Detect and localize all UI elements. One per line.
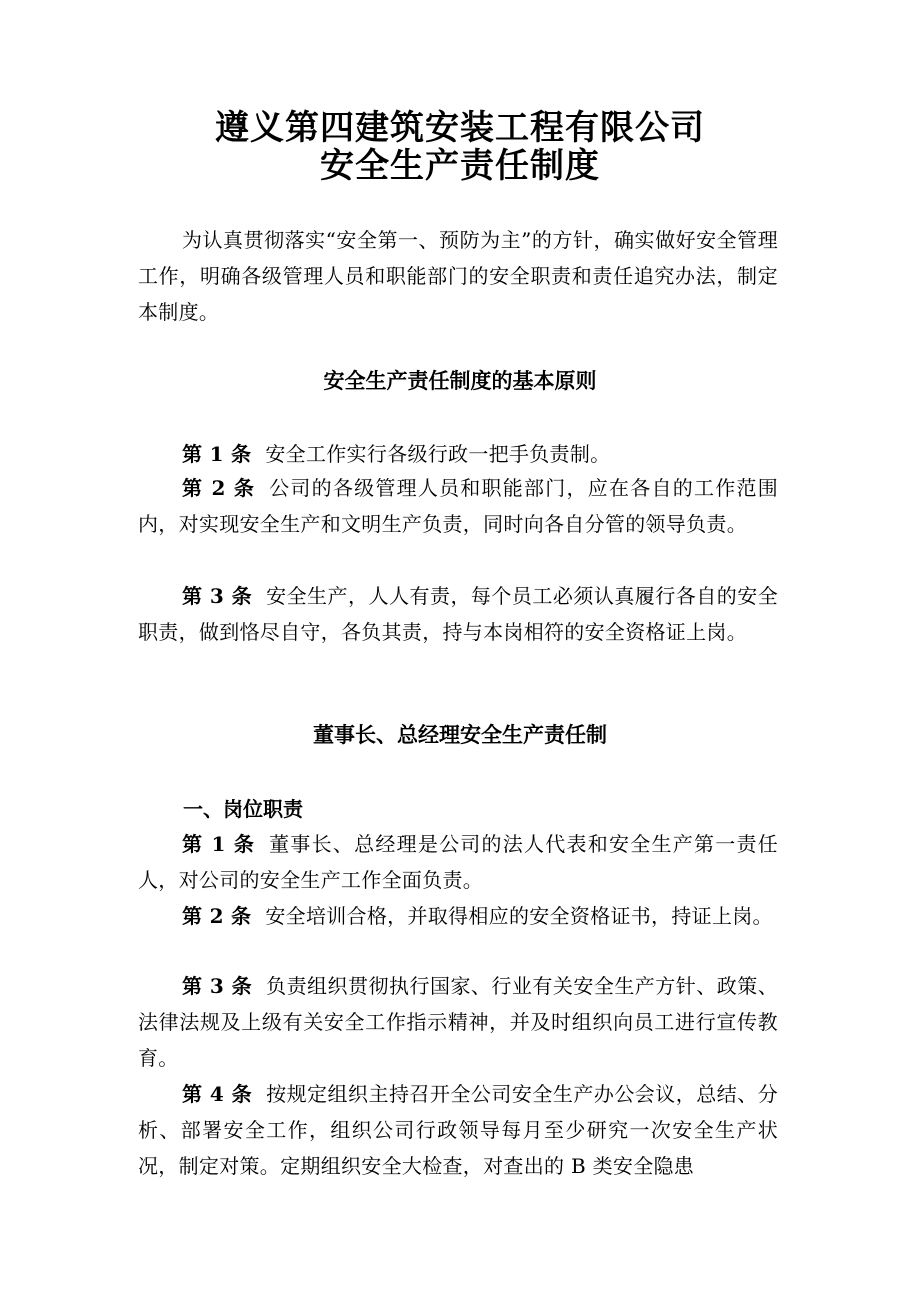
intro-paragraph: 为认真贯彻落实“安全第一、预防为主”的方针，确实做好安全管理工作，明确各级管理人员和职能部门的安全职责和责任追究办法，制定本制度。 [138, 228, 778, 324]
article-number: 第 4 条 [182, 1082, 253, 1106]
article-number: 第 2 条 [182, 904, 252, 928]
article-paragraph [138, 898, 778, 934]
article-paragraph [138, 578, 778, 650]
document-title-company: 遵义第四建筑安装工程有限公司 [215, 108, 705, 148]
section-heading-chairman-responsibility: 董事长、总经理安全生产责任制 [313, 722, 607, 747]
article-text: 安全生产，人人有责，每个员工必须认真履行各自的安全职责，做到恪尽自守，各负其责，持与本岗相符的安全资格证上岗。 [138, 584, 779, 644]
document-title-subject: 安全生产责任制度 [320, 146, 600, 186]
article-paragraph [138, 968, 778, 1076]
subheading-job-duties: 一、岗位职责 [183, 797, 303, 821]
article-text: 安全工作实行各级行政一把手负责制。 [265, 442, 611, 466]
article-number: 第 1 条 [182, 832, 256, 856]
article-number: 第 1 条 [182, 442, 252, 466]
article-paragraph [138, 1076, 778, 1184]
section-heading-basic-principles: 安全生产责任制度的基本原则 [323, 368, 597, 393]
article-number: 第 3 条 [182, 974, 253, 998]
article-paragraph [138, 826, 778, 898]
article-text: 安全培训合格，并取得相应的安全资格证书，持证上岗。 [265, 904, 773, 928]
article-text: 按规定组织主持召开全公司安全生产办公会议，总结、分析、部署安全工作，组织公司行政领导每月至少研究一次安全生产状况，制定对策。定期组织安全大检查，对查出的 B 类安全隐患 [138, 1082, 779, 1178]
article-paragraph [138, 470, 778, 542]
article-paragraph [138, 436, 778, 472]
article-number: 第 3 条 [182, 584, 253, 608]
article-text: 公司的各级管理人员和职能部门，应在各自的工作范围内，对实现安全生产和文明生产负责，同时向各自分管的领导负责。 [138, 476, 779, 536]
article-number: 第 2 条 [182, 476, 256, 500]
article-text: 董事长、总经理是公司的法人代表和安全生产第一责任人，对公司的安全生产工作全面负责。 [138, 832, 779, 892]
article-text: 负责组织贯彻执行国家、行业有关安全生产方针、政策、法律法规及上级有关安全工作指示精神，并及时组织向员工进行宣传教育。 [138, 974, 779, 1070]
